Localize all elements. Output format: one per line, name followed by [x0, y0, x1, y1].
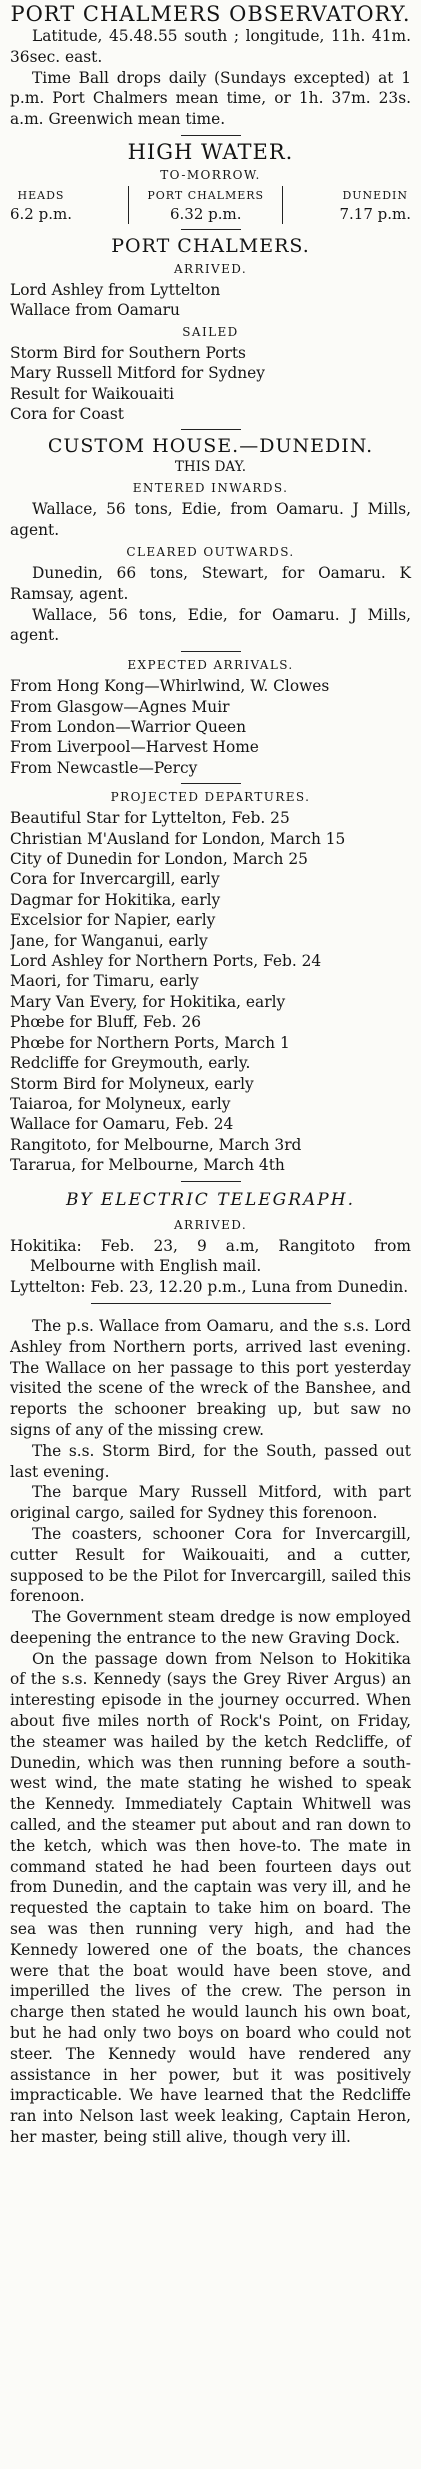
- list-item: Mary Russell Mitford for Sydney: [10, 364, 265, 383]
- divider: [91, 1303, 331, 1304]
- list-item: Wallace from Oamaru: [10, 301, 180, 320]
- cleared-outwards-item: Dunedin, 66 tons, Stewart, for Oamaru. K Ramsay, agent.: [10, 564, 411, 603]
- tide-label: DUNEDIN: [342, 188, 408, 202]
- expected-arrivals-list: [10, 676, 411, 778]
- tide-time: 6.2 p.m.: [10, 204, 72, 223]
- port-arrived-list: [10, 280, 411, 321]
- list-item: Christian M'Ausland for London, March 15: [10, 829, 346, 848]
- high-water-table: [10, 186, 411, 224]
- list-item: Cora for Coast: [10, 405, 124, 424]
- list-item: Redcliffe for Greymouth, early.: [10, 1054, 251, 1073]
- spacer: [10, 1308, 411, 1316]
- list-item: Cora for Invercargill, early: [10, 870, 220, 889]
- news-paragraph: The Government steam dredge is now employed deepening the entrance to the new Graving Dock.: [10, 1608, 411, 1647]
- list-item: From Newcastle—Percy: [10, 758, 198, 777]
- list-item: Tararua, for Melbourne, March 4th: [10, 1156, 285, 1175]
- list-item: Storm Bird for Southern Ports: [10, 343, 246, 362]
- list-item: Lord Ashley from Lyttelton: [10, 280, 221, 299]
- port-sailed-heading: SAILED: [182, 324, 239, 339]
- expected-arrivals-heading: EXPECTED ARRIVALS.: [127, 658, 294, 673]
- news-paragraph: The p.s. Wallace from Oamaru, and the s.s. Lord Ashley from Northern ports, arrived last evening. The Wallace on her passage to this port yesterday visited the scene of the wreck of the Banshee, and reports the schooner breaking up, but saw no signs of any of the missing crew.: [10, 1316, 411, 1439]
- list-item: Phœbe for Northern Ports, March 1: [10, 1033, 290, 1052]
- tide-column-heads: [10, 186, 72, 224]
- port-sailed-list: [10, 343, 411, 425]
- list-item: Excelsior for Napier, early: [10, 911, 216, 930]
- high-water-title: HIGH WATER.: [127, 139, 294, 164]
- tide-label: HEADS: [17, 188, 65, 202]
- divider: [181, 783, 241, 784]
- list-item: From Liverpool—Harvest Home: [10, 738, 259, 757]
- telegraph-arrived-heading: ARRIVED.: [173, 1217, 248, 1232]
- list-item: Dagmar for Hokitika, early: [10, 890, 221, 909]
- customs-subtitle: THIS DAY.: [174, 459, 247, 476]
- divider: [181, 429, 241, 430]
- telegraph-title: BY ELECTRIC TELEGRAPH.: [66, 1189, 355, 1210]
- observatory-time-ball: Time Ball drops daily (Sundays excepted) at 1 p.m. Port Chalmers mean time, or 1h. 37m. 23s. a.m. Greenwich mean time.: [10, 68, 411, 129]
- divider: [181, 1181, 241, 1182]
- list-item: Taiaroa, for Molyneux, early: [10, 1094, 231, 1113]
- tide-column-port-chalmers: [128, 186, 283, 224]
- news-paragraph: On the passage down from Nelson to Hokitika of the s.s. Kennedy (says the Grey River Argus) an interesting episode in the journey occurred. When about five miles north of Rock's Point, on Friday, the steamer was hailed by the ketch Redcliffe, of Dunedin, which was then running before a south-west wind, the mate stating he wished to speak the Kennedy. Immediately Captain Whitwell was called, and the steamer put about and ran down to the ketch, which was then hove-to. The mate in command stated he had been fourteen days out from Dunedin, and the captain was very ill, and he requested the captain to take him on board. The sea was then running very high, and had the Kennedy lowered one of the boats, the chances were that the boat would have been stove, and imperilled the lives of the crew. The person in charge then stated he would launch his own boat, but he had only two boys on board who could not steer. The Kennedy would have rendered any assistance in her power, but it was positively impracticable. We have learned that the Redcliffe ran into Nelson last week leaking, Captain Heron, her master, being still alive, though very ill.: [10, 1649, 411, 2147]
- projected-departures-heading: PROJECTED DEPARTURES.: [110, 790, 311, 805]
- customs-title: CUSTOM HOUSE.—DUNEDIN.: [47, 435, 374, 458]
- telegraph-item: Hokitika: Feb. 23, 9 a.m, Rangitoto from Melbourne with English mail.: [10, 1236, 411, 1276]
- list-item: Maori, for Timaru, early: [10, 972, 199, 991]
- telegraph-item: Lyttelton: Feb. 23, 12.20 p.m., Luna from Dunedin.: [10, 1278, 409, 1297]
- divider: [181, 651, 241, 652]
- cleared-outwards-heading: CLEARED OUTWARDS.: [126, 545, 295, 560]
- list-item: From London—Warrior Queen: [10, 718, 247, 737]
- high-water-subtitle: TO-MORROW.: [160, 167, 261, 182]
- list-item: Beautiful Star for Lyttelton, Feb. 25: [10, 809, 290, 828]
- news-paragraph: The s.s. Storm Bird, for the South, passed out last evening.: [10, 1441, 411, 1481]
- entered-inwards-heading: ENTERED INWARDS.: [132, 481, 289, 496]
- tide-column-dunedin: [339, 186, 411, 224]
- port-title: PORT CHALMERS.: [111, 234, 310, 257]
- observatory-title: PORT CHALMERS OBSERVATORY.: [10, 2, 411, 26]
- news-paragraph: The coasters, schooner Cora for Invercargill, cutter Result for Waikouaiti, and a cutter, supposed to be the Pilot for Invercargill, sailed this forenoon.: [10, 1524, 411, 1606]
- tide-label: PORT CHALMERS: [147, 188, 265, 202]
- news-paragraph: The barque Mary Russell Mitford, with part original cargo, sailed for Sydney this forenoon.: [10, 1483, 411, 1523]
- list-item: Rangitoto, for Melbourne, March 3rd: [10, 1135, 302, 1154]
- list-item: Lord Ashley for Northern Ports, Feb. 24: [10, 952, 322, 971]
- list-item: From Hong Kong—Whirlwind, W. Clowes: [10, 677, 330, 696]
- divider: [181, 135, 241, 136]
- list-item: From Glasgow—Agnes Muir: [10, 697, 230, 716]
- divider: [181, 229, 241, 230]
- entered-inwards-item: Wallace, 56 tons, Edie, from Oamaru. J Mills, agent.: [10, 500, 411, 540]
- tide-time: 7.17 p.m.: [339, 204, 411, 223]
- cleared-outwards-item: Wallace, 56 tons, Edie, for Oamaru. J Mills, agent.: [10, 605, 411, 645]
- list-item: Mary Van Every, for Hokitika, early: [10, 992, 286, 1011]
- port-arrived-heading: ARRIVED.: [173, 261, 248, 276]
- tide-time: 6.32 p.m.: [169, 204, 242, 223]
- observatory-coordinates: Latitude, 45.48.55 south ; longitude, 11h. 41m. 36sec. east.: [10, 27, 411, 66]
- list-item: Result for Waikouaiti: [10, 384, 175, 403]
- list-item: Phœbe for Bluff, Feb. 26: [10, 1013, 202, 1032]
- list-item: Jane, for Wanganui, early: [10, 931, 208, 950]
- list-item: Storm Bird for Molyneux, early: [10, 1074, 254, 1093]
- list-item: City of Dunedin for London, March 25: [10, 850, 308, 869]
- projected-departures-list: [10, 808, 411, 1175]
- list-item: Wallace for Oamaru, Feb. 24: [10, 1115, 234, 1134]
